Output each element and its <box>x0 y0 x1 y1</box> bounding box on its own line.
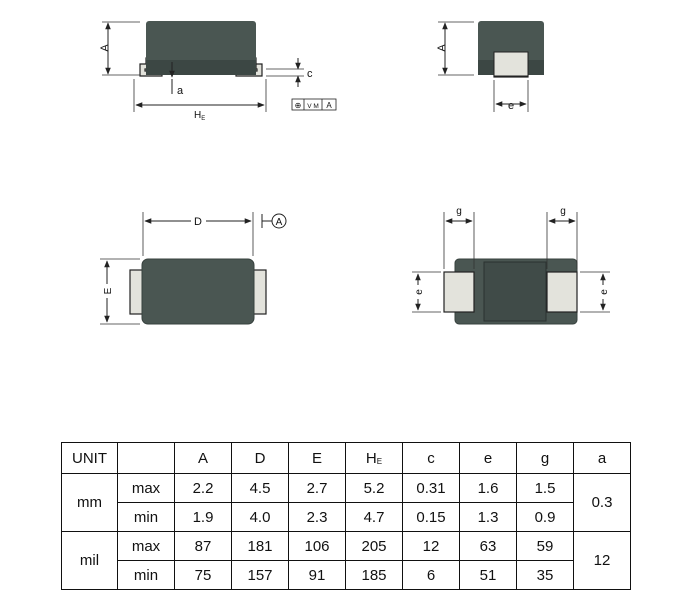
value-cell: 51 <box>460 561 517 590</box>
value-cell: 2.2 <box>175 474 232 503</box>
value-cell: 87 <box>175 532 232 561</box>
dim-label-D: D <box>194 216 202 228</box>
top-view <box>100 212 286 324</box>
header-e: e <box>460 443 517 474</box>
value-cell: 59 <box>517 532 574 561</box>
table-row <box>62 532 631 561</box>
limit-label: min <box>118 503 175 532</box>
left-pad-bottom <box>444 272 474 312</box>
bottom-view <box>412 206 610 324</box>
limit-label: max <box>118 532 175 561</box>
unit-mil: mil <box>62 532 118 590</box>
dim-label-c: c <box>307 68 313 80</box>
dim-label-E: E <box>103 287 114 295</box>
value-cell: 75 <box>175 561 232 590</box>
value-cell-a-mil: 12 <box>574 532 631 590</box>
dim-label-A-end: A <box>436 44 448 52</box>
side-view <box>99 21 336 122</box>
end-view <box>436 21 544 112</box>
value-cell: 4.7 <box>346 503 403 532</box>
limit-label: max <box>118 474 175 503</box>
value-cell: 1.9 <box>175 503 232 532</box>
limit-label: min <box>118 561 175 590</box>
value-cell: 0.9 <box>517 503 574 532</box>
header-a: a <box>574 443 631 474</box>
dim-label-g-right: g <box>560 206 566 217</box>
header-limit <box>118 443 175 474</box>
dim-label-a: a <box>177 85 184 97</box>
unit-mm: mm <box>62 474 118 532</box>
tol-value: V M <box>307 103 319 110</box>
header-D: D <box>232 443 289 474</box>
dimension-table <box>61 442 631 590</box>
value-cell: 4.5 <box>232 474 289 503</box>
tol-position-icon: ⊕ <box>294 101 302 110</box>
dim-label-g-left: g <box>456 206 462 217</box>
value-cell: 157 <box>232 561 289 590</box>
value-cell: 91 <box>289 561 346 590</box>
value-cell: 205 <box>346 532 403 561</box>
package-body-top <box>142 259 254 324</box>
dim-label-e-right: e <box>599 289 610 295</box>
datum-A-label: A <box>275 217 283 228</box>
value-cell: 63 <box>460 532 517 561</box>
value-cell: 0.15 <box>403 503 460 532</box>
value-cell: 2.7 <box>289 474 346 503</box>
value-cell: 1.5 <box>517 474 574 503</box>
package-body-shade <box>146 60 256 75</box>
value-cell: 185 <box>346 561 403 590</box>
dim-label-A-side: A <box>99 44 111 52</box>
table-header-row <box>62 443 631 474</box>
table-row <box>62 474 631 503</box>
header-c: c <box>403 443 460 474</box>
value-cell: 2.3 <box>289 503 346 532</box>
dim-label-HE: $H_E$ <box>194 110 206 122</box>
header-unit: UNIT <box>62 443 118 474</box>
header-HE: HE <box>346 443 403 474</box>
value-cell: 35 <box>517 561 574 590</box>
die-pad <box>484 262 546 321</box>
header-g: g <box>517 443 574 474</box>
value-cell: 0.31 <box>403 474 460 503</box>
value-cell: 1.6 <box>460 474 517 503</box>
value-cell: 5.2 <box>346 474 403 503</box>
dim-label-e-end: e <box>507 100 515 112</box>
tolerance-frame <box>292 99 336 110</box>
value-cell: 4.0 <box>232 503 289 532</box>
value-cell: 1.3 <box>460 503 517 532</box>
dim-label-e-left: e <box>414 289 425 295</box>
right-pad-bottom <box>547 272 577 312</box>
value-cell: 181 <box>232 532 289 561</box>
table-row <box>62 561 631 590</box>
value-cell: 12 <box>403 532 460 561</box>
table-row <box>62 503 631 532</box>
value-cell: 6 <box>403 561 460 590</box>
header-A: A <box>175 443 232 474</box>
value-cell: 106 <box>289 532 346 561</box>
tol-datum: A <box>326 101 332 110</box>
value-cell-a-mm: 0.3 <box>574 474 631 532</box>
header-E: E <box>289 443 346 474</box>
